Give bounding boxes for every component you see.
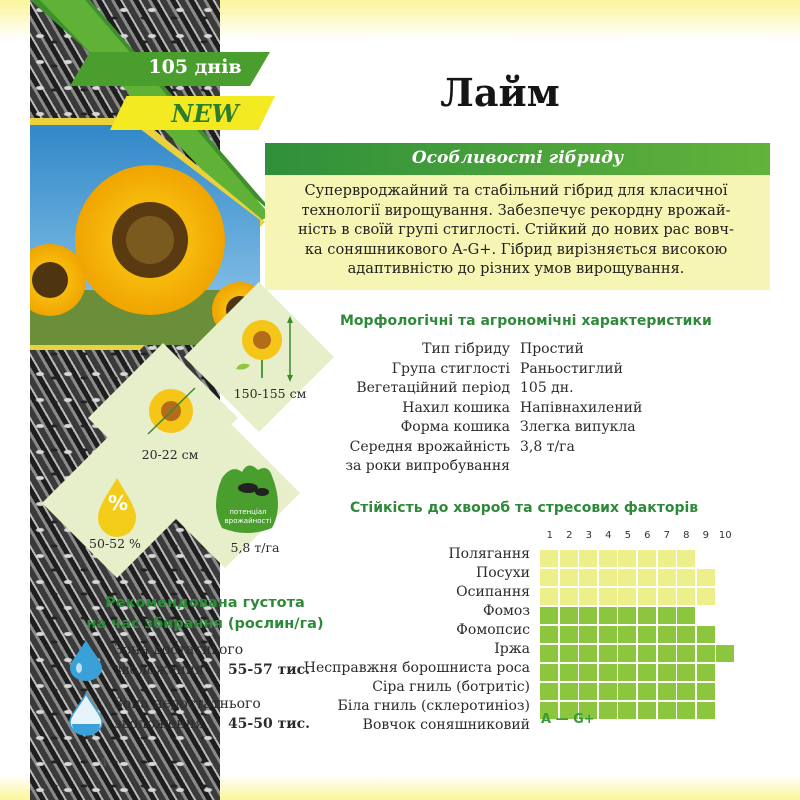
zone-label: зволоження — [114, 662, 204, 678]
score-cell — [560, 607, 578, 624]
prop-key: за роки випробування — [345, 458, 510, 474]
prop-value: Напівнахилений — [520, 399, 643, 416]
score-cell — [677, 550, 695, 567]
oil-percent-symbol: % — [107, 491, 129, 515]
score-cell — [540, 569, 558, 586]
score-cell — [540, 588, 558, 605]
score-cell — [599, 626, 617, 643]
page-number: 4 — [100, 755, 108, 769]
score-cell — [599, 569, 617, 586]
morphology-row — [330, 340, 770, 360]
score-cell — [638, 664, 656, 681]
prop-value: 3,8 т/га — [520, 438, 575, 455]
features-line: технології вирощування. Забезпечує рекордну врожай- — [301, 201, 731, 219]
score-cell — [658, 645, 676, 662]
score-cell — [658, 588, 676, 605]
score-cell — [697, 683, 715, 700]
score-cell — [618, 683, 636, 700]
prop-key: Середня врожайність — [349, 438, 510, 455]
bag-label — [220, 508, 276, 526]
bag-label-line: потенціал — [229, 508, 267, 516]
yield-value: 5,8 т/га — [230, 540, 280, 555]
score-cell — [716, 645, 734, 662]
factor-label: Полягання — [448, 546, 530, 562]
score-cell — [638, 569, 656, 586]
score-cell — [560, 664, 578, 681]
scale-tick: 2 — [566, 530, 573, 541]
score-cell — [560, 683, 578, 700]
score-cell — [658, 626, 676, 643]
score-cell — [560, 569, 578, 586]
scale-tick: 10 — [718, 530, 732, 541]
prop-value: Раньостиглий — [520, 360, 623, 377]
score-cell — [579, 550, 597, 567]
score-cell — [638, 607, 656, 624]
morphology-row — [330, 399, 770, 419]
score-cell — [638, 588, 656, 605]
factor-label: Посухи — [476, 565, 530, 581]
score-cell — [618, 588, 636, 605]
score-cell — [638, 645, 656, 662]
factor-label: Несправжня борошниста роса — [303, 660, 530, 676]
features-line: ність в своїй групі стиглості. Стійкий до нових рас вовч- — [297, 221, 734, 239]
score-cell — [540, 664, 558, 681]
score-cell — [618, 702, 636, 719]
prop-key: Вегетаційний період — [356, 380, 510, 396]
score-cell — [560, 588, 578, 605]
morphology-row — [330, 438, 770, 458]
zone-insufficient — [114, 694, 310, 734]
score-cell — [677, 645, 695, 662]
factor-label: Фомопсис — [456, 622, 530, 638]
bag-label-line: врожайності — [224, 517, 272, 525]
zone-label: зволоження — [114, 716, 204, 732]
score-cell — [618, 645, 636, 662]
prop-key: Тип гібриду — [422, 341, 510, 357]
water-drop-icon — [68, 638, 104, 682]
diameter-value: 20-22 см — [141, 447, 199, 462]
score-cell — [618, 550, 636, 567]
score-cell — [599, 607, 617, 624]
score-cell — [540, 626, 558, 643]
score-cell — [677, 626, 695, 643]
scale-tick: 3 — [585, 530, 592, 541]
score-cell — [540, 550, 558, 567]
zone-label: Зона достатнього — [114, 642, 244, 658]
score-cell — [618, 569, 636, 586]
score-cell — [658, 550, 676, 567]
score-cell — [697, 664, 715, 681]
score-cell — [618, 664, 636, 681]
prop-value: Злегка випукла — [520, 419, 636, 435]
score-cell — [579, 569, 597, 586]
broomrape-value: A — G+ — [541, 712, 595, 727]
scale-tick: 9 — [702, 530, 709, 541]
score-cell — [697, 702, 715, 719]
zone-value: 45-50 тис. — [227, 716, 311, 732]
factor-label: Осипання — [456, 584, 530, 600]
features-description — [285, 181, 747, 279]
zone-value: 55-57 тис. — [227, 662, 311, 678]
score-cell — [579, 664, 597, 681]
score-cell — [658, 664, 676, 681]
factor-label: Сіра гниль (ботритіс) — [372, 679, 530, 695]
score-cell — [560, 626, 578, 643]
score-cell — [677, 683, 695, 700]
score-cell — [638, 626, 656, 643]
score-cell — [677, 702, 695, 719]
days-label: 105 днів — [148, 56, 242, 78]
new-label: NEW — [171, 99, 239, 128]
score-cell — [579, 607, 597, 624]
score-cell — [697, 626, 715, 643]
prop-key: Нахил кошика — [402, 399, 510, 416]
score-cell — [638, 683, 656, 700]
score-cell — [599, 683, 617, 700]
height-value: 150-155 см — [233, 386, 307, 401]
morphology-heading: Морфологічні та агрономічні характеристики — [340, 313, 712, 329]
factor-label: Біла гниль (склеротиніоз) — [337, 698, 530, 714]
score-cell — [540, 683, 558, 700]
score-cell — [579, 645, 597, 662]
features-line: Супервроджайний та стабільний гібрид для класичної — [304, 182, 728, 199]
score-cell — [677, 588, 695, 605]
scale-tick: 4 — [605, 530, 612, 541]
prop-value: Простий — [520, 341, 584, 357]
score-cell — [579, 683, 597, 700]
morphology-table — [330, 340, 770, 477]
scale-tick: 1 — [546, 530, 553, 541]
factor-label: Вовчок соняшниковий — [362, 717, 530, 733]
score-cell — [677, 664, 695, 681]
score-cell — [658, 702, 676, 719]
score-cell — [697, 569, 715, 586]
score-cell — [618, 626, 636, 643]
sunflower-height-icon — [236, 316, 293, 382]
sunflower-diameter-icon — [148, 388, 195, 434]
score-cell — [599, 664, 617, 681]
score-cell — [599, 645, 617, 662]
water-drop-outline-icon — [68, 692, 104, 736]
scale-tick: 6 — [644, 530, 651, 541]
prop-value: 105 дн. — [520, 380, 574, 396]
prop-key: Форма кошика — [400, 419, 510, 435]
morphology-row — [330, 418, 770, 438]
score-cell — [677, 607, 695, 624]
score-cell — [618, 607, 636, 624]
score-cell — [579, 626, 597, 643]
density-heading-line: Рекомендована густота — [105, 595, 305, 611]
score-cell — [560, 645, 578, 662]
score-cell — [579, 588, 597, 605]
zone-sufficient — [114, 640, 310, 680]
score-cell — [658, 683, 676, 700]
scale-tick: 5 — [624, 530, 631, 541]
density-heading-line: на час збирання (рослин/га) — [86, 616, 324, 632]
factor-label: Фомоз — [482, 603, 530, 619]
prop-key: Група стиглості — [391, 360, 510, 377]
score-cell — [599, 588, 617, 605]
score-cell — [560, 550, 578, 567]
prop-value — [520, 457, 770, 477]
score-cell — [599, 702, 617, 719]
score-cell — [638, 702, 656, 719]
morphology-row — [330, 360, 770, 380]
score-cell — [540, 607, 558, 624]
score-cell — [599, 550, 617, 567]
resistance-heading: Стійкість до хвороб та стресових факторів — [350, 500, 699, 516]
zone-label: Зона недостатнього — [114, 696, 261, 712]
features-line: адаптивністю до різних умов вирощування. — [347, 260, 685, 278]
morphology-row — [330, 379, 770, 399]
score-cell — [540, 645, 558, 662]
scale-tick: 8 — [683, 530, 690, 541]
score-cell — [697, 645, 715, 662]
features-heading: Особливості гібриду — [411, 148, 624, 168]
score-cell — [697, 588, 715, 605]
score-cell — [638, 550, 656, 567]
product-title: Лайм — [440, 70, 560, 115]
scale-tick: 7 — [663, 530, 670, 541]
features-line: ка соняшникового A-G+. Гібрид вирізняється високою — [304, 240, 728, 258]
score-cell — [658, 569, 676, 586]
score-cell — [677, 569, 695, 586]
score-cell — [658, 607, 676, 624]
morphology-row — [330, 457, 770, 477]
factor-label: Іржа — [494, 641, 530, 657]
oil-value: 50-52 % — [89, 536, 141, 551]
